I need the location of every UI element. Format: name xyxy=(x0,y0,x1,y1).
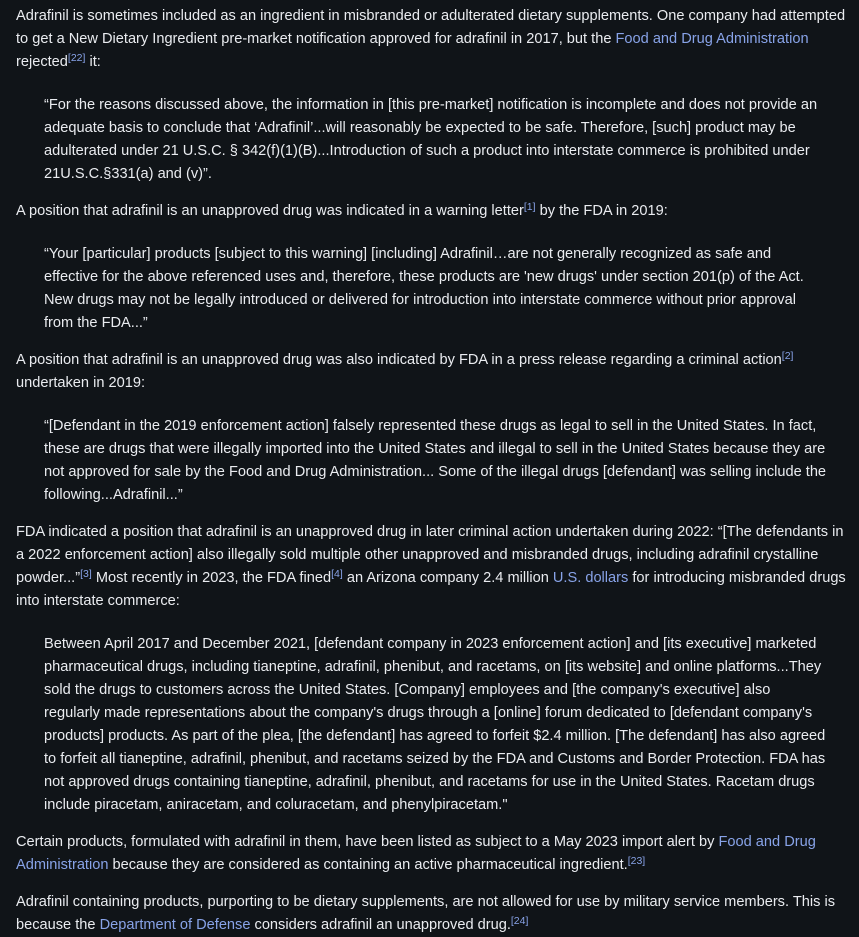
paragraph-text: Most recently in 2023, the FDA fined xyxy=(91,570,332,586)
citation-1 xyxy=(524,201,536,213)
citation-3-link[interactable]: [3] xyxy=(80,568,92,580)
citation-2-link[interactable]: [2] xyxy=(781,350,794,362)
paragraph-text: FDA indicated a position that adrafinil is an unapproved drug in later criminal action undertaken during 2022: “[The defendants in a 2022 enforcement action] also illegally sold multiple other unapproved and misbranded drugs, including adrafinil crystalline powder...” xyxy=(16,524,844,586)
paragraph-3 xyxy=(16,349,849,395)
citation-23-link[interactable]: [23] xyxy=(627,855,646,867)
paragraph-text: Adrafinil is sometimes included as an ingredient in misbranded or adulterated dietary supplements. One company had attempted to get a New Dietary Ingredient pre-market notification approved for adrafinil in 2017, but the xyxy=(16,8,846,47)
paragraph-1 xyxy=(16,5,849,74)
paragraph-text: an Arizona company 2.4 million xyxy=(342,570,553,586)
citation-22 xyxy=(68,52,86,64)
paragraph-6 xyxy=(16,891,849,937)
fda-link[interactable]: Food and Drug Administration xyxy=(615,31,809,47)
paragraph-text: by the FDA in 2019: xyxy=(535,203,668,219)
paragraph-text: for introducing misbranded drugs into interstate commerce: xyxy=(16,570,846,609)
citation-23 xyxy=(628,855,646,867)
paragraph-text: Certain products, formulated with adrafinil in them, have been listed as subject to a May 2023 import alert by xyxy=(16,834,719,850)
paragraph-text: Adrafinil containing products, purporting to be dietary supplements, are not allowed for use by military service members. This is because the xyxy=(16,894,835,933)
quote-2: “Your [particular] products [subject to this warning] [including] Adrafinil…are not generally recognized as safe and effective for the above referenced uses and, therefore, these products are 'new drugs' under section 201(p) of the Act. New drugs may not be legally introduced or delivered for introduction into interstate commerce without prior approval from the FDA...” xyxy=(44,246,804,331)
paragraph-5 xyxy=(16,831,849,877)
citation-3 xyxy=(80,568,92,580)
citation-22-link[interactable]: [22] xyxy=(67,52,86,64)
us-dollars-link[interactable]: U.S. dollars xyxy=(552,570,629,586)
paragraph-text: rejected xyxy=(16,54,68,70)
citation-2 xyxy=(782,350,794,362)
department-of-defense-link[interactable]: Department of Defense xyxy=(99,917,251,933)
citation-24-link[interactable]: [24] xyxy=(510,915,529,927)
quote-3: “[Defendant in the 2019 enforcement action] falsely represented these drugs as legal to sell in the United States. In fact, these are drugs that were illegally imported into the United States and illegal to sell in the United States because they are not approved for sale by the Food and Drug Administration... Some of the illegal drugs [defendant] was selling include the following...Adrafinil...” xyxy=(44,418,827,503)
paragraph-text: it: xyxy=(85,54,101,70)
citation-4-link[interactable]: [4] xyxy=(331,568,343,580)
paragraph-text: A position that adrafinil is an unapproved drug was indicated in a warning letter xyxy=(16,203,524,219)
citation-4 xyxy=(331,568,343,580)
citation-24 xyxy=(511,915,529,927)
paragraph-text: undertaken in 2019: xyxy=(16,375,146,391)
paragraph-text: because they are considered as containing an active pharmaceutical ingredient. xyxy=(108,857,628,873)
paragraph-text: considers adrafinil an unapproved drug. xyxy=(250,917,511,933)
quote-4: Between April 2017 and December 2021, [defendant company in 2023 enforcement action] and [its executive] marketed pharmaceutical drugs, including tianeptine, adrafinil, phenibut, and racetams, on [its website] and online platforms...They sold the drugs to customers across the United States. [Company] employees and [the company's executive] also regularly made representations about the company's drugs through a [online] forum dedicated to [defendant company's products] products. As part of the plea, [the defendant] has agreed to forfeit $2.4 million. [The defendant] has also agreed to forfeit all tianeptine, adrafinil, phenibut, and racetams seized by the FDA and Customs and Border Protection. FDA has not approved drugs containing tianeptine, adrafinil, phenibut, and racetams for use in the United States. Racetam drugs include piracetam, aniracetam, and coluracetam, and phenylpiracetam." xyxy=(44,636,826,813)
fda-link[interactable]: Food and Drug Administration xyxy=(16,834,816,873)
paragraph-4 xyxy=(16,521,849,613)
citation-1-link[interactable]: [1] xyxy=(523,201,536,213)
paragraph-text: A position that adrafinil is an unapproved drug was also indicated by FDA in a press release regarding a criminal action xyxy=(16,352,782,368)
paragraph-2 xyxy=(16,200,849,223)
quote-1: “For the reasons discussed above, the information in [this pre-market] notification is incomplete and does not provide an adequate basis to conclude that ‘Adrafinil’...will reasonably be expected to be safe. Therefore, [such] product may be adulterated under 21 U.S.C. § 342(f)(1)(B)...Introduction of such a product into interstate commerce is prohibited under 21U.S.C.§331(a) and (v)”. xyxy=(44,97,818,182)
